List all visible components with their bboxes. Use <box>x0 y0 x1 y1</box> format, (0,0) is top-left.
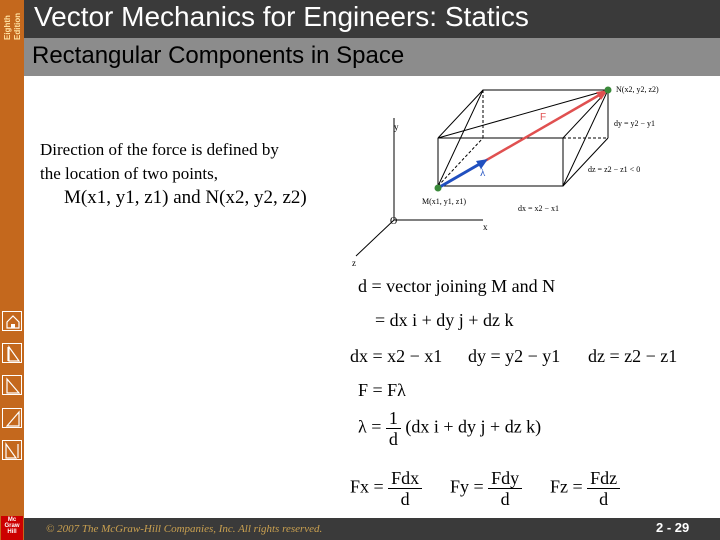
dy-equation: dy = y2 − y1 <box>468 346 561 366</box>
origin-label: O <box>390 216 398 227</box>
fy-denominator: d <box>500 489 510 509</box>
fy-fraction <box>488 468 522 509</box>
point-n <box>605 87 612 94</box>
fx-equation <box>350 468 422 509</box>
edition-label <box>0 0 24 40</box>
fz-denominator: d <box>599 489 609 509</box>
lambda-denominator: d <box>388 429 398 449</box>
y-axis-label: y <box>394 122 399 132</box>
edition-line-1: Eighth <box>2 15 12 40</box>
fz-fraction <box>587 468 620 509</box>
fx-denominator: d <box>400 489 410 509</box>
lambda-label: λ <box>480 167 486 179</box>
lambda-rhs: (dx i + dy j + dz k) <box>405 416 542 437</box>
point-n-label: N(x2, y2, z2) <box>616 85 659 94</box>
first-slide-icon <box>3 344 23 364</box>
z-axis-label: z <box>352 258 356 268</box>
unit-vector <box>438 162 483 188</box>
page-number: 2 - 29 <box>656 520 690 535</box>
force-equation: F = Fλ <box>358 380 406 400</box>
edition-line-2: Edition <box>12 12 22 40</box>
description-line-2: the location of two points, <box>40 164 219 183</box>
previous-slide-button[interactable] <box>2 375 22 395</box>
dy-label: dy = y2 − y1 <box>614 119 656 128</box>
fx-numerator: Fdx <box>388 468 422 489</box>
x-axis-label: x <box>483 222 488 232</box>
fy-lhs: Fy = <box>450 476 484 497</box>
d-components: = dx i + dy j + dz k <box>375 310 514 330</box>
dx-equation: dx = x2 − x1 <box>350 346 443 366</box>
fy-equation <box>450 468 522 509</box>
force-label: F <box>540 112 547 123</box>
next-slide-button[interactable] <box>2 408 22 428</box>
fz-lhs: Fz = <box>550 476 583 497</box>
lambda-lhs: λ = <box>358 416 382 437</box>
z-axis <box>356 220 394 256</box>
fx-lhs: Fx = <box>350 476 384 497</box>
previous-slide-icon <box>3 376 23 396</box>
description-line-1: Direction of the force is defined by <box>40 140 279 159</box>
lambda-equation <box>358 408 541 449</box>
point-m <box>435 185 442 192</box>
dx-label: dx = x2 − x1 <box>518 204 560 213</box>
copyright-text: © 2007 The McGraw-Hill Companies, Inc. All rights reserved. <box>46 523 323 535</box>
page-subtitle: Rectangular Components in Space <box>32 42 405 69</box>
d-definition: d = vector joining M and N <box>358 276 556 296</box>
home-nav-button[interactable] <box>2 311 22 331</box>
fx-fraction <box>388 468 422 509</box>
last-slide-icon <box>3 441 23 461</box>
lambda-fraction <box>386 408 401 449</box>
fz-equation <box>550 468 620 509</box>
point-m-label: M(x1, y1, z1) <box>422 197 466 206</box>
home-icon <box>3 312 23 332</box>
fz-numerator: Fdz <box>587 468 620 489</box>
mcgraw-hill-logo: Mc Graw Hill <box>1 516 23 540</box>
dz-equation: dz = z2 − z1 <box>588 346 678 366</box>
fy-numerator: Fdy <box>488 468 522 489</box>
points-equation: M(x1, y1, z1) and N(x2, y2, z2) <box>64 187 307 208</box>
next-slide-icon <box>3 409 23 429</box>
box-diagram <box>338 78 688 268</box>
page-title: Vector Mechanics for Engineers: Statics <box>34 1 529 32</box>
description-text <box>40 138 340 186</box>
dz-label: dz = z2 − z1 < 0 <box>588 165 641 174</box>
lambda-numerator: 1 <box>386 408 401 429</box>
first-slide-button[interactable] <box>2 343 22 363</box>
last-slide-button[interactable] <box>2 440 22 460</box>
